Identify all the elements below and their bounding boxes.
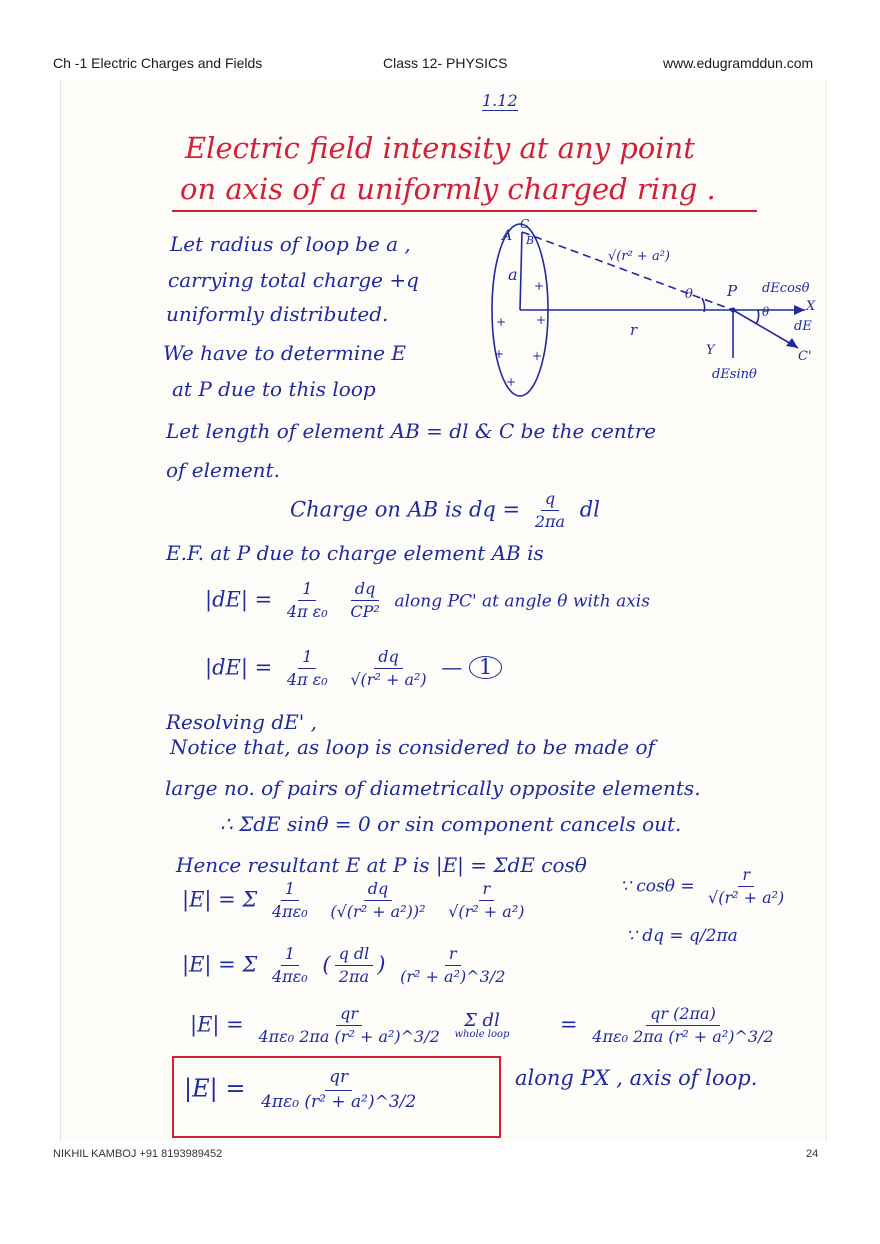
eq1-frac-1 — [283, 580, 332, 622]
eq3-lhs: |E| = Σ — [182, 887, 258, 912]
label-radius-a: a — [508, 265, 518, 284]
label-x-axis: X — [806, 299, 816, 314]
label-y-axis: Y — [706, 343, 715, 358]
eq3-frac2-num: dq — [364, 880, 392, 901]
final-equation — [184, 1068, 424, 1112]
label-dEcos: dEcosθ — [762, 281, 810, 296]
eq2-lhs: |dE| = — [205, 655, 273, 680]
cos-note-num: r — [738, 866, 754, 887]
label-point-p: P — [727, 282, 738, 300]
eq4-paren-open: ( — [322, 952, 331, 977]
ring-diagram — [480, 218, 825, 408]
eq5-sum: Σ dl — [464, 1009, 500, 1031]
intro-line-2: carrying total charge +q — [168, 268, 419, 292]
final-fraction — [257, 1068, 420, 1112]
eq1-frac2-num: dq — [351, 580, 379, 601]
eq5-frac1-num: qr — [336, 1005, 362, 1026]
title-line-2: on axis of a uniformly charged ring . — [180, 172, 716, 206]
equation-1 — [205, 580, 650, 622]
eq5-frac-1 — [254, 1005, 443, 1047]
ef-line: E.F. at P due to charge element AB is — [166, 541, 544, 565]
eq2-frac1-num: 1 — [298, 648, 316, 669]
final-suffix: along PX , axis of loop. — [515, 1066, 758, 1090]
charge-prefix: Charge on AB is dq = — [290, 497, 521, 522]
eq2-tag: 1 — [469, 656, 502, 679]
plus-sign: + — [494, 347, 505, 361]
intro-line-1: Let radius of loop be a , — [170, 232, 411, 256]
label-dEsin: dEsinθ — [712, 367, 757, 382]
eq3-frac3-den: √(r² + a²) — [448, 902, 525, 922]
eq2-frac2-num: dq — [374, 648, 402, 669]
label-theta-1: θ — [685, 287, 693, 302]
label-c-prime: C' — [798, 349, 812, 364]
eq4-frac-1 — [268, 945, 312, 987]
eq4-paren-close: ) — [377, 952, 386, 977]
title-underline — [172, 210, 757, 212]
notice-line-1: Notice that, as loop is considered to be made of — [170, 735, 655, 759]
plus-sign: + — [536, 313, 547, 327]
notice-line-2: large no. of pairs of diametrically opposite elements. — [165, 776, 701, 800]
de-arrowhead — [786, 338, 798, 348]
eq4-frac-2 — [335, 945, 374, 987]
eq4-frac3-num: r — [445, 945, 461, 966]
final-num: qr — [325, 1068, 352, 1091]
final-den: 4πε₀ (r² + a²)^3/2 — [261, 1091, 417, 1112]
theta-arc-2 — [756, 310, 759, 324]
label-b-point: B — [526, 234, 535, 247]
intro-line-4: We have to determine E — [163, 341, 406, 365]
eq4-frac-3 — [396, 945, 509, 987]
element-line-2: of element. — [166, 458, 280, 482]
eq2-dash: — — [441, 655, 463, 680]
header-website[interactable]: www.edugramddun.com — [663, 55, 814, 71]
eq2-frac-1 — [283, 648, 332, 690]
eq3-frac2-den: (√(r² + a²))² — [330, 902, 426, 922]
charge-fraction — [531, 490, 569, 532]
eq1-frac1-den: 4π ε₀ — [286, 602, 328, 622]
final-lhs: |E| = — [184, 1074, 246, 1103]
intro-line-5: at P due to this loop — [172, 377, 376, 401]
charge-suffix: dl — [579, 497, 600, 522]
eq3-frac1-num: 1 — [281, 880, 299, 901]
equation-3 — [182, 880, 533, 922]
plus-sign: + — [496, 315, 507, 329]
plus-sign: + — [532, 349, 543, 363]
title-line-1: Electric field intensity at any point — [185, 131, 695, 165]
radius-line — [520, 232, 522, 310]
label-hypotenuse: √(r² + a²) — [608, 249, 670, 264]
eq5-frac1-den: 4πε₀ 2πa (r² + a²)^3/2 — [258, 1027, 440, 1047]
eq3-frac-1 — [268, 880, 312, 922]
eq3-frac1-den: 4πε₀ — [271, 902, 308, 922]
notice-line-3: ∴ ΣdE sinθ = 0 or sin component cancels out. — [220, 812, 682, 836]
cos-note-frac — [704, 866, 788, 908]
page-ref — [482, 93, 518, 109]
header-class: Class 12- PHYSICS — [383, 55, 508, 71]
eq2-frac1-den: 4π ε₀ — [286, 670, 328, 690]
label-dE: dE — [794, 319, 812, 334]
eq5-frac-2 — [588, 1005, 777, 1047]
equation-2 — [205, 648, 502, 690]
eq3-frac-2 — [326, 880, 429, 922]
point-p-dot — [731, 308, 736, 313]
label-theta-2: θ — [762, 305, 770, 319]
x-arrowhead — [794, 305, 805, 315]
eq5-lhs: |E| = — [190, 1012, 244, 1037]
page-ref-text: 1.12 — [482, 91, 518, 110]
eq5-sum-under: whole loop — [454, 1028, 510, 1040]
eq1-frac-2 — [346, 580, 383, 622]
eq1-lhs: |dE| = — [205, 587, 273, 612]
eq1-suffix: along PC' at angle θ with axis — [394, 591, 650, 612]
element-line-1: Let length of element AB = dl & C be the centre — [166, 419, 657, 443]
equation-4 — [182, 945, 513, 987]
equation-5-rhs — [560, 1005, 782, 1047]
hypotenuse-line — [522, 232, 733, 310]
header-chapter: Ch -1 Electric Charges and Fields — [53, 55, 263, 71]
eq4-frac2-num: q dl — [335, 945, 374, 966]
hence-line: Hence resultant E at P is |E| = ΣdE cosθ — [176, 853, 587, 877]
eq5-sum-block — [454, 1009, 510, 1040]
charge-num: q — [541, 490, 559, 511]
intro-line-3: uniformly distributed. — [166, 302, 389, 326]
dq-note: ∵ dq = q/2πa — [626, 926, 738, 946]
cos-note — [620, 866, 792, 908]
eq2-frac-2 — [346, 648, 430, 690]
resolving-line: Resolving dE' , — [166, 710, 317, 734]
plus-sign: + — [506, 375, 517, 389]
eq4-lhs: |E| = Σ — [182, 952, 258, 977]
eq5-frac2-den: 4πε₀ 2πa (r² + a²)^3/2 — [592, 1027, 774, 1047]
equation-5 — [190, 1005, 509, 1047]
eq2-frac2-den: √(r² + a²) — [350, 670, 427, 690]
footer-page-number: 24 — [806, 1148, 819, 1160]
charge-den: 2πa — [534, 512, 566, 532]
eq1-frac2-den: CP² — [350, 602, 380, 622]
eq4-frac2-den: 2πa — [338, 967, 370, 987]
label-a-point: A — [502, 228, 513, 244]
eq3-frac3-num: r — [479, 880, 495, 901]
eq3-frac-3 — [444, 880, 528, 922]
eq5-eq: = — [560, 1012, 578, 1037]
eq4-frac3-den: (r² + a²)^3/2 — [400, 967, 506, 987]
eq1-frac1-num: 1 — [298, 580, 316, 601]
cos-note-lhs: ∵ cosθ = — [620, 876, 695, 897]
charge-equation — [290, 490, 600, 532]
label-distance-r: r — [630, 321, 638, 339]
eq4-frac1-num: 1 — [281, 945, 299, 966]
cos-note-den: √(r² + a²) — [708, 888, 785, 908]
plus-sign: + — [534, 279, 545, 293]
footer-author: NIKHIL KAMBOJ +91 8193989452 — [53, 1148, 223, 1160]
eq4-frac1-den: 4πε₀ — [271, 967, 308, 987]
eq5-frac2-num: qr (2πa) — [646, 1005, 720, 1026]
label-c-point: C — [520, 218, 530, 231]
